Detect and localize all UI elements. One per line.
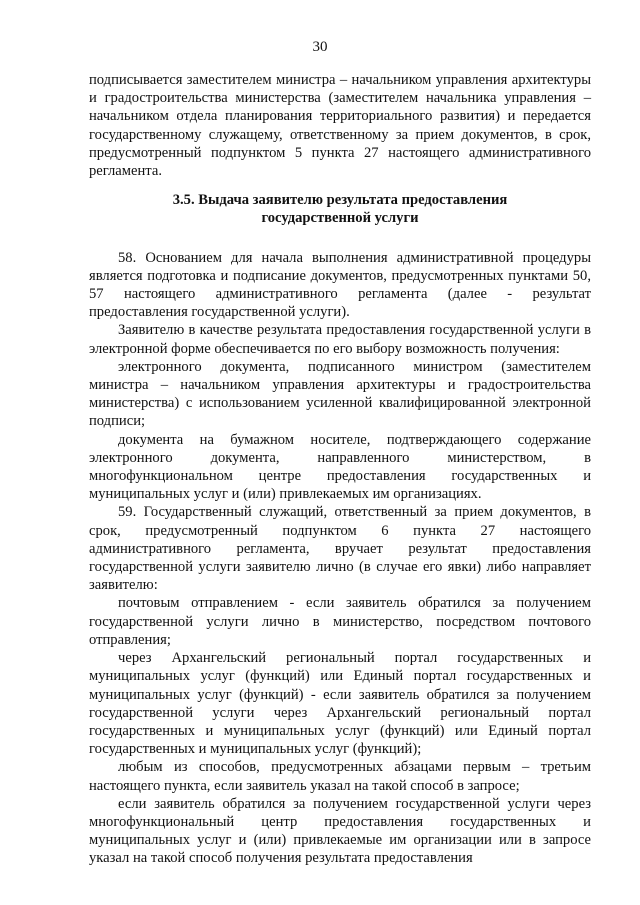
section-heading-line-2: государственной услуги (261, 210, 419, 227)
paragraph: через Архангельский региональный портал государственных и муниципальных услуг (функций) или Единый портал государственных и муниципальных услуг (функций) - если заявитель обратился за получением государственной услуги через Архангельский региональный портал государственных и муниципальных услуг (функций) или Единый портал государственных и муниципальных услуг (функций); (89, 650, 591, 758)
paragraph: любым из способов, предусмотренных абзацами первым – третьим настоящего пункта, если заявитель указал на такой способ в запросе; (89, 759, 591, 794)
section-heading-line-1: 3.5. Выдача заявителю результата предоставления (172, 192, 508, 209)
paragraph: электронного документа, подписанного министром (заместителем министра – начальником управления архитектуры и градостроительства министерства) с использованием усиленной квалифицированной электронной подписи; (89, 358, 591, 430)
paragraph: почтовым отправлением - если заявитель обратился за получением государственной услуги лично в министерство, посредством почтового отправления; (89, 595, 591, 648)
section-heading (89, 191, 591, 227)
page-number: 30 (312, 39, 328, 55)
paragraph: 59. Государственный служащий, ответственный за прием документов, в срок, предусмотренный подпунктом 6 пункта 27 настоящего административного регламента, вручает результат предоставления государственной услуги заявителю лично (в случае его явки) либо направляет заявителю: (89, 504, 591, 594)
paragraph: 58. Основанием для начала выполнения административной процедуры является подготовка и подписание документов, предусмотренных пунктами 50, 57 настоящего административного регламента (далее - результат предоставления государственной услуги). (89, 249, 591, 321)
paragraph-continuation: подписывается заместителем министра – начальником управления архитектуры и градостроительства министерства (заместителем начальника управления – начальником отдела планирования территориального развития) и передается государственному служащему, ответственному за прием документов, в срок, предусмотренный подпунктом 5 пункта 27 настоящего административного регламента. (89, 72, 591, 180)
document-body (89, 71, 591, 868)
paragraph: Заявителю в качестве результата предоставления государственной услуги в электронной форме обеспечивается по его выбору возможность получения: (89, 322, 591, 357)
paragraph: если заявитель обратился за получением государственной услуги через многофункциональный центр предоставления государственных и муниципальных услуг и (или) привлекаемые им организации или в запросе указал на такой способ получения результата предоставления (89, 795, 591, 867)
paragraph: документа на бумажном носителе, подтверждающего содержание электронного документа, направленного министерством, в многофункциональном центре предоставления государственных и муниципальных услуг и (или) привлекаемых им организациях. (89, 431, 591, 503)
